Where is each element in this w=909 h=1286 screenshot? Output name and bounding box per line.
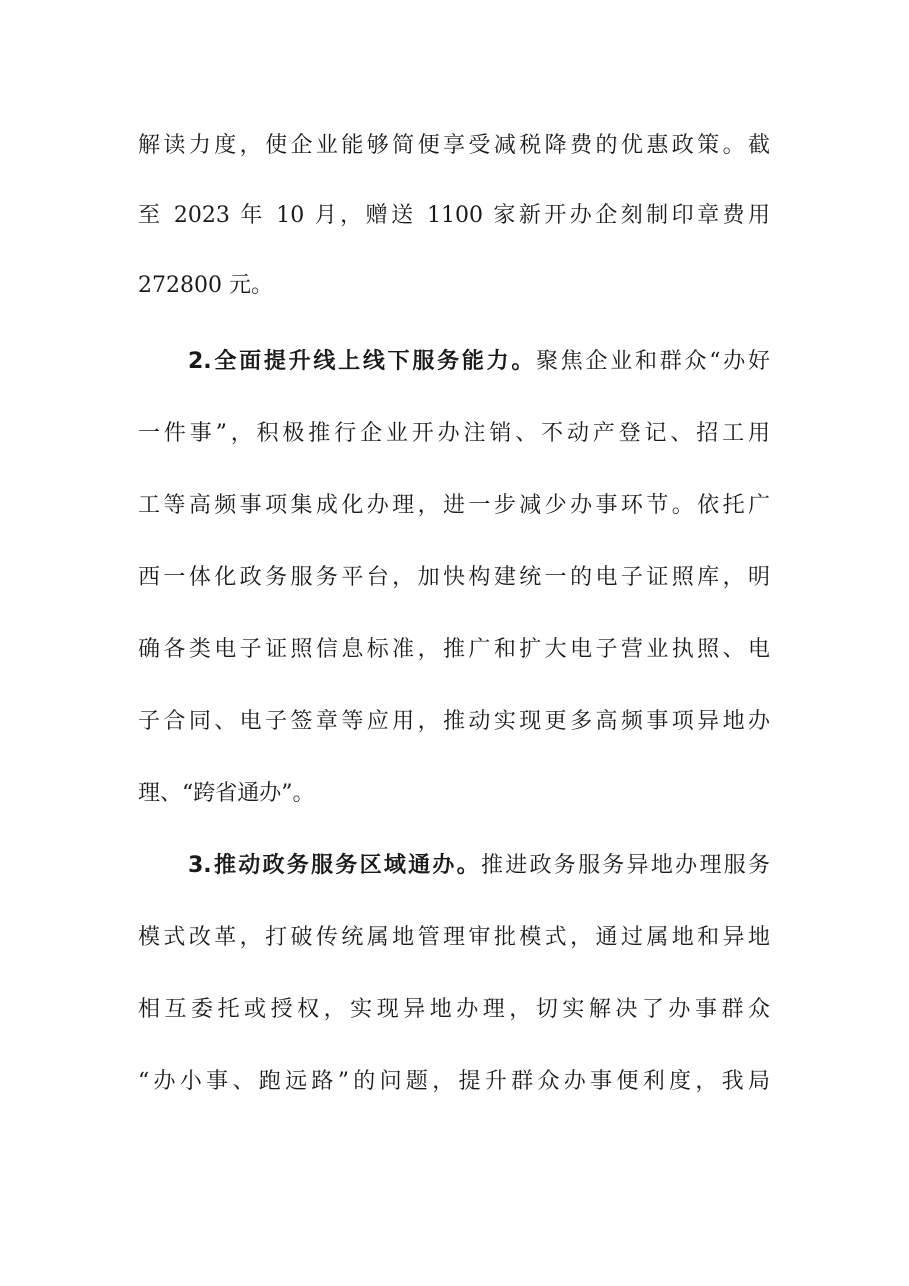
- paragraph-2-heading: 2.全面提升线上线下服务能力。: [188, 349, 537, 374]
- paragraph-3-first-line-text: 推进政务服务异地办理服务: [480, 853, 770, 878]
- paragraph-3-first-line: [188, 846, 770, 886]
- paragraph-2-line-4: 西一体化政务服务平台，加快构建统一的电子证照库，明: [138, 565, 770, 590]
- paragraph-2-line-7: 理、“跨省通办”。: [138, 781, 315, 806]
- paragraph-1-line-1: 解读力度，使企业能够简便享受减税降费的优惠政策。截: [138, 133, 770, 158]
- paragraph-1-line-2: 至 2023 年 10 月，赠送 1100 家新开办企刻制印章费用: [138, 203, 770, 228]
- paragraph-2-line-5: 确各类电子证照信息标准，推广和扩大电子营业执照、电: [138, 637, 770, 662]
- paragraph-2-first-line: [188, 342, 770, 382]
- paragraph-3-line-4: “办小事、跑远路”的问题，提升群众办事便利度，我局: [138, 1069, 770, 1094]
- paragraph-2-line-2: 一件事”，积极推行企业开办注销、不动产登记、招工用: [138, 421, 770, 446]
- paragraph-2-line-3: 工等高频事项集成化办理，进一步减少办事环节。依托广: [138, 493, 770, 518]
- paragraph-3-heading: 3.推动政务服务区域通办。: [188, 853, 481, 878]
- paragraph-1-line-3: 272800 元。: [138, 273, 273, 298]
- paragraph-3-line-2: 模式改革，打破传统属地管理审批模式，通过属地和异地: [138, 925, 770, 950]
- paragraph-2-line-6: 子合同、电子签章等应用，推动实现更多高频事项异地办: [138, 709, 770, 734]
- paragraph-3-line-3: 相互委托或授权，实现异地办理，切实解决了办事群众: [138, 997, 770, 1022]
- paragraph-2-first-line-text: 聚焦企业和群众“办好: [536, 349, 770, 374]
